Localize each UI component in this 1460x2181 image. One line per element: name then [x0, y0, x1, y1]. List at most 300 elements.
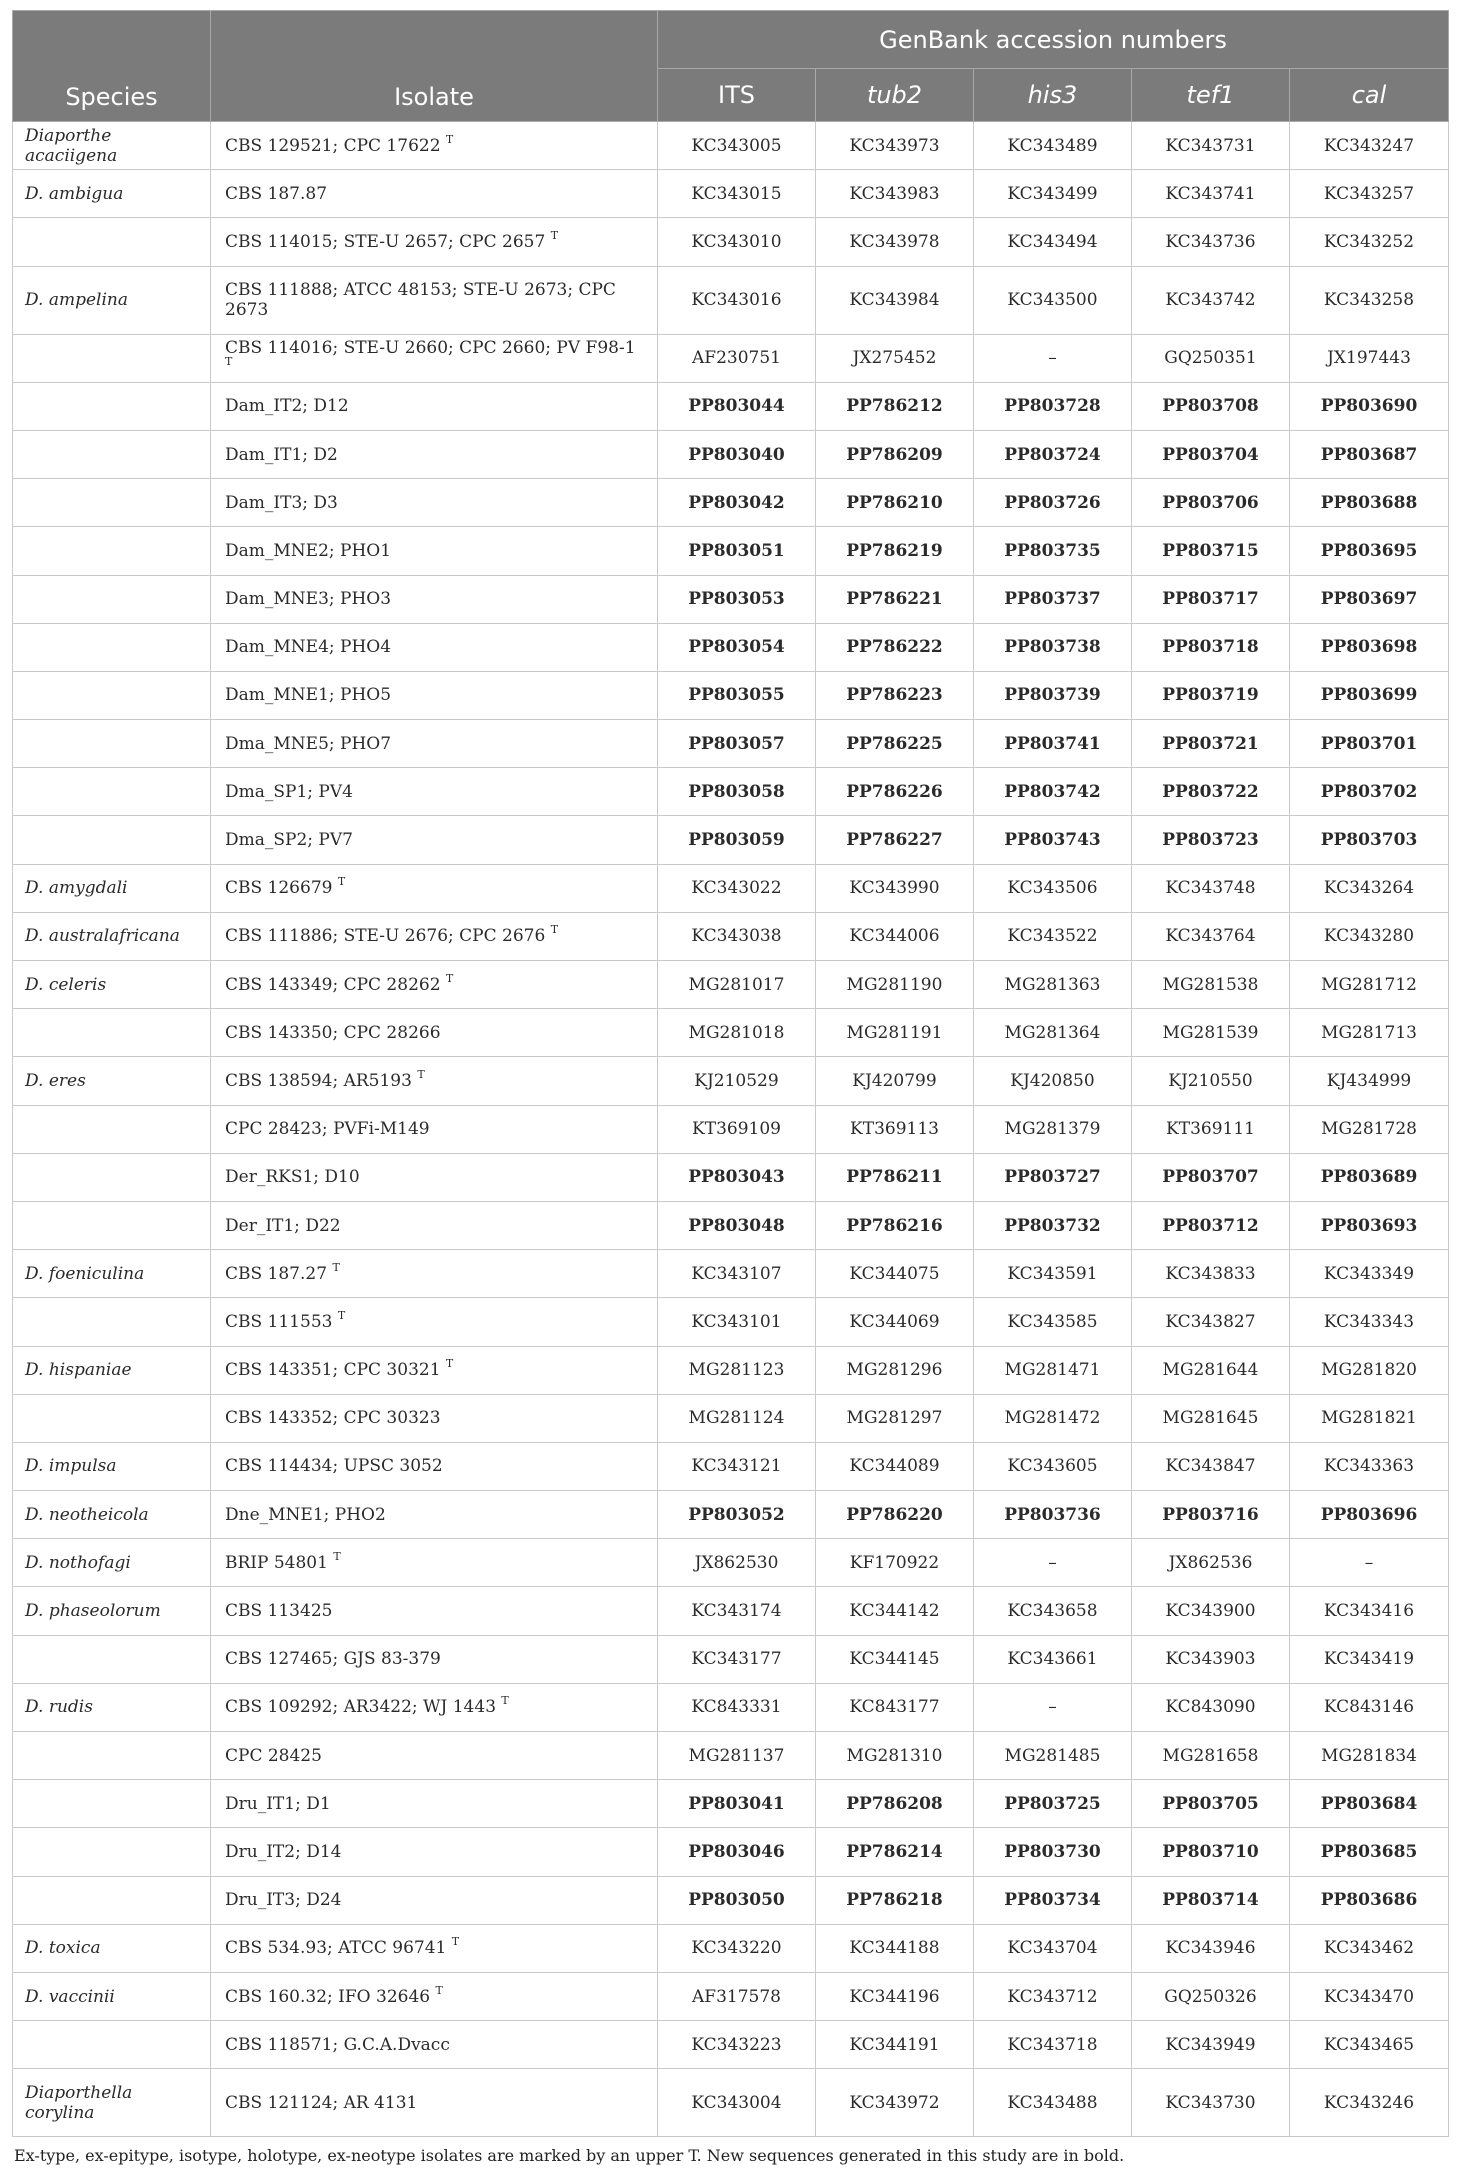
isolate-cell	[211, 1298, 658, 1346]
isolate-cell	[211, 623, 658, 671]
table-row	[13, 2069, 1449, 2137]
isolate-cell	[211, 1587, 658, 1635]
species-cell: D. ambigua	[13, 170, 211, 218]
accession-cell: KC343741	[1132, 170, 1290, 218]
isolate-cell	[211, 816, 658, 864]
accession-cell: PP803685	[1290, 1828, 1449, 1876]
table-row	[13, 218, 1449, 266]
accession-cell: PP803725	[974, 1780, 1132, 1828]
isolate-text: Dma_SP1; PV4	[225, 781, 353, 802]
table-row	[13, 816, 1449, 864]
isolate-cell	[211, 1201, 658, 1249]
accession-cell: MG281137	[658, 1732, 816, 1780]
accession-cell: KC343038	[658, 912, 816, 960]
species-cell: D. amygdali	[13, 864, 211, 912]
table-row	[13, 1683, 1449, 1731]
species-cell: Diaporthe acaciigena	[13, 122, 211, 170]
accession-cell: PP803724	[974, 430, 1132, 478]
accession-cell: MG281539	[1132, 1009, 1290, 1057]
accession-cell: PP803730	[974, 1828, 1132, 1876]
accession-table	[12, 10, 1449, 2137]
accession-cell: KC344089	[816, 1442, 974, 1490]
isolate-text: Dam_MNE2; PHO1	[225, 540, 392, 561]
species-cell	[13, 1298, 211, 1346]
table-row	[13, 1105, 1449, 1153]
accession-cell: KC344006	[816, 912, 974, 960]
isolate-text: CBS 534.93; ATCC 96741	[225, 1938, 447, 1959]
species-cell	[13, 1635, 211, 1683]
isolate-cell	[211, 912, 658, 960]
accession-cell: KF170922	[816, 1539, 974, 1587]
isolate-cell	[211, 720, 658, 768]
accession-cell: PP786227	[816, 816, 974, 864]
accession-cell: PP803054	[658, 623, 816, 671]
species-cell	[13, 671, 211, 719]
isolate-text: Dma_SP2; PV7	[225, 830, 353, 851]
accession-cell: MG281363	[974, 961, 1132, 1009]
isolate-text: Der_IT1; D22	[225, 1215, 341, 1236]
accession-cell: KC343833	[1132, 1250, 1290, 1298]
species-cell: D. ampelina	[13, 266, 211, 334]
accession-cell: KC343489	[974, 122, 1132, 170]
isolate-text: CBS 160.32; IFO 32646	[225, 1986, 431, 2007]
table-row	[13, 382, 1449, 430]
accession-cell: KJ434999	[1290, 1057, 1449, 1105]
accession-cell: KC343022	[658, 864, 816, 912]
isolate-text: CBS 111888; ATCC 48153; STE-U 2673; CPC 2673	[225, 280, 616, 321]
accession-cell: KC343900	[1132, 1587, 1290, 1635]
isolate-text: CBS 114015; STE-U 2657; CPC 2657	[225, 231, 546, 252]
species-cell: D. hispaniae	[13, 1346, 211, 1394]
isolate-cell	[211, 1924, 658, 1972]
isolate-text: Dam_MNE1; PHO5	[225, 685, 392, 706]
accession-cell: PP803697	[1290, 575, 1449, 623]
isolate-header: Isolate	[211, 11, 658, 122]
accession-cell: KC343107	[658, 1250, 816, 1298]
isolate-cell	[211, 2021, 658, 2069]
species-cell	[13, 1153, 211, 1201]
accession-cell: AF230751	[658, 334, 816, 382]
table-row	[13, 1250, 1449, 1298]
accession-cell: PP803705	[1132, 1780, 1290, 1828]
species-cell	[13, 479, 211, 527]
accession-cell: KC343419	[1290, 1635, 1449, 1683]
table-row	[13, 961, 1449, 1009]
accession-cell: MG281712	[1290, 961, 1449, 1009]
type-marker: T	[417, 1067, 425, 1081]
accession-cell: PP803057	[658, 720, 816, 768]
tef1-header: tef1	[1132, 69, 1290, 122]
accession-cell: KC343174	[658, 1587, 816, 1635]
accession-cell: KC343264	[1290, 864, 1449, 912]
isolate-cell	[211, 1828, 658, 1876]
table-row	[13, 1924, 1449, 1972]
isolate-text: CBS 114434; UPSC 3052	[225, 1456, 443, 1477]
table-row	[13, 1009, 1449, 1057]
accession-cell: –	[974, 334, 1132, 382]
accession-cell: PP803736	[974, 1491, 1132, 1539]
accession-cell: MG281713	[1290, 1009, 1449, 1057]
isolate-text: CBS 187.87	[225, 183, 328, 204]
accession-cell: PP803735	[974, 527, 1132, 575]
accession-cell: MG281821	[1290, 1394, 1449, 1442]
accession-cell: MG281296	[816, 1346, 974, 1394]
species-cell	[13, 1732, 211, 1780]
accession-cell: PP786222	[816, 623, 974, 671]
type-marker: T	[435, 1983, 443, 1997]
isolate-cell	[211, 218, 658, 266]
accession-cell: KC343718	[974, 2021, 1132, 2069]
accession-cell: KJ210550	[1132, 1057, 1290, 1105]
species-cell: D. phaseolorum	[13, 1587, 211, 1635]
table-row	[13, 864, 1449, 912]
type-marker: T	[501, 1694, 509, 1708]
accession-cell: MG281658	[1132, 1732, 1290, 1780]
accession-cell: PP803055	[658, 671, 816, 719]
accession-cell: KT369109	[658, 1105, 816, 1153]
accession-cell: KC343731	[1132, 122, 1290, 170]
table-row	[13, 122, 1449, 170]
table-row	[13, 720, 1449, 768]
accession-cell: PP803710	[1132, 1828, 1290, 1876]
table-footnote: Ex-type, ex-epitype, isotype, holotype, ex-neotype isolates are marked by an upper T. New sequences generated in this study are in bold.	[14, 2146, 1125, 2166]
accession-cell: MG281191	[816, 1009, 974, 1057]
accession-cell: PP803688	[1290, 479, 1449, 527]
accession-cell: PP803726	[974, 479, 1132, 527]
species-cell	[13, 430, 211, 478]
isolate-text: Dru_IT2; D14	[225, 1841, 342, 1862]
accession-cell: PP803722	[1132, 768, 1290, 816]
accession-cell: MG281124	[658, 1394, 816, 1442]
isolate-cell	[211, 961, 658, 1009]
isolate-cell	[211, 1732, 658, 1780]
accession-cell: KC343973	[816, 122, 974, 170]
accession-cell: MG281017	[658, 961, 816, 1009]
isolate-cell	[211, 1346, 658, 1394]
accession-cell: PP803718	[1132, 623, 1290, 671]
isolate-cell	[211, 671, 658, 719]
accession-cell: MG281644	[1132, 1346, 1290, 1394]
isolate-cell	[211, 1153, 658, 1201]
isolate-cell	[211, 122, 658, 170]
isolate-cell	[211, 266, 658, 334]
accession-cell: KC343101	[658, 1298, 816, 1346]
species-cell	[13, 768, 211, 816]
accession-cell: PP786214	[816, 1828, 974, 1876]
accession-cell: KC343500	[974, 266, 1132, 334]
table-row	[13, 430, 1449, 478]
accession-cell: –	[974, 1539, 1132, 1587]
accession-cell: KC344188	[816, 1924, 974, 1972]
isolate-cell	[211, 1539, 658, 1587]
table-container	[12, 10, 1448, 2165]
isolate-cell	[211, 1491, 658, 1539]
accession-cell: PP803053	[658, 575, 816, 623]
table-row	[13, 1780, 1449, 1828]
isolate-cell	[211, 382, 658, 430]
accession-cell: MG281538	[1132, 961, 1290, 1009]
isolate-text: CBS 127465; GJS 83-379	[225, 1649, 441, 1670]
isolate-cell	[211, 527, 658, 575]
accession-cell: PP803738	[974, 623, 1132, 671]
isolate-text: CBS 121124; AR 4131	[225, 2092, 418, 2113]
accession-cell: MG281728	[1290, 1105, 1449, 1153]
accession-cell: KC343499	[974, 170, 1132, 218]
accession-cell: KC343764	[1132, 912, 1290, 960]
accession-cell: JX197443	[1290, 334, 1449, 382]
accession-cell: PP786225	[816, 720, 974, 768]
accession-cell: PP803739	[974, 671, 1132, 719]
accession-cell: KC343257	[1290, 170, 1449, 218]
species-cell	[13, 334, 211, 382]
accession-cell: PP803042	[658, 479, 816, 527]
accession-cell: KC343742	[1132, 266, 1290, 334]
accession-cell: MG281379	[974, 1105, 1132, 1153]
accession-cell: PP786216	[816, 1201, 974, 1249]
accession-cell: PP803041	[658, 1780, 816, 1828]
accession-cell: PP803044	[658, 382, 816, 430]
species-cell: D. foeniculina	[13, 1250, 211, 1298]
accession-cell: PP803048	[658, 1201, 816, 1249]
type-marker: T	[225, 355, 233, 369]
accession-cell: KC343015	[658, 170, 816, 218]
isolate-cell	[211, 575, 658, 623]
accession-cell: KC343506	[974, 864, 1132, 912]
accession-cell: PP803703	[1290, 816, 1449, 864]
isolate-text: CBS 143352; CPC 30323	[225, 1408, 441, 1429]
species-cell	[13, 1828, 211, 1876]
accession-cell: KJ420850	[974, 1057, 1132, 1105]
accession-cell: KC343522	[974, 912, 1132, 960]
accession-cell: –	[974, 1683, 1132, 1731]
accession-cell: PP786210	[816, 479, 974, 527]
accession-cell: PP786218	[816, 1876, 974, 1924]
accession-cell: PP803043	[658, 1153, 816, 1201]
accession-cell: PP803699	[1290, 671, 1449, 719]
isolate-cell	[211, 334, 658, 382]
accession-cell: MG281364	[974, 1009, 1132, 1057]
accession-cell: KC343712	[974, 1972, 1132, 2020]
accession-cell: KC343990	[816, 864, 974, 912]
accession-cell: PP803693	[1290, 1201, 1449, 1249]
accession-cell: PP803686	[1290, 1876, 1449, 1924]
accession-cell: KC843331	[658, 1683, 816, 1731]
its-header: ITS	[658, 69, 816, 122]
isolate-text: Dam_IT2; D12	[225, 396, 349, 417]
table-row	[13, 527, 1449, 575]
accession-cell: MG281310	[816, 1732, 974, 1780]
table-body	[13, 122, 1449, 2137]
isolate-text: BRIP 54801	[225, 1552, 328, 1573]
accession-cell: PP803743	[974, 816, 1132, 864]
isolate-cell	[211, 1250, 658, 1298]
accession-cell: KC843090	[1132, 1683, 1290, 1731]
accession-cell: KC343004	[658, 2069, 816, 2137]
accession-cell: PP803040	[658, 430, 816, 478]
accession-cell: KC343016	[658, 266, 816, 334]
isolate-text: CPC 28423; PVFi-M149	[225, 1119, 430, 1140]
isolate-cell	[211, 1442, 658, 1490]
type-marker: T	[550, 923, 559, 937]
species-cell	[13, 720, 211, 768]
accession-cell: PP803737	[974, 575, 1132, 623]
isolate-text: CBS 129521; CPC 17622	[225, 135, 441, 156]
accession-cell: KC843146	[1290, 1683, 1449, 1731]
accession-cell: KC344142	[816, 1587, 974, 1635]
accession-cell: PP786209	[816, 430, 974, 478]
table-row	[13, 768, 1449, 816]
isolate-cell	[211, 1780, 658, 1828]
species-cell	[13, 623, 211, 671]
accession-cell: PP803050	[658, 1876, 816, 1924]
accession-cell: KC343220	[658, 1924, 816, 1972]
accession-cell: KC344191	[816, 2021, 974, 2069]
accession-cell: KC343736	[1132, 218, 1290, 266]
isolate-cell	[211, 1057, 658, 1105]
isolate-text: CBS 143350; CPC 28266	[225, 1022, 441, 1043]
accession-cell: MG281190	[816, 961, 974, 1009]
table-row	[13, 1539, 1449, 1587]
species-cell: D. vaccinii	[13, 1972, 211, 2020]
species-cell	[13, 1780, 211, 1828]
isolate-text: Dru_IT3; D24	[225, 1890, 342, 1911]
isolate-text: Dam_MNE4; PHO4	[225, 637, 392, 658]
table-row	[13, 1587, 1449, 1635]
accession-cell: PP803734	[974, 1876, 1132, 1924]
accession-cell: KC343280	[1290, 912, 1449, 960]
accession-cell: PP786220	[816, 1491, 974, 1539]
table-row	[13, 1153, 1449, 1201]
accession-cell: PP803690	[1290, 382, 1449, 430]
accession-cell: MG281018	[658, 1009, 816, 1057]
species-header: Species	[13, 11, 211, 122]
accession-cell: KC343972	[816, 2069, 974, 2137]
accession-cell: GQ250351	[1132, 334, 1290, 382]
accession-cell: PP803707	[1132, 1153, 1290, 1201]
isolate-cell	[211, 1972, 658, 2020]
isolate-text: CBS 113425	[225, 1601, 333, 1622]
isolate-cell	[211, 1635, 658, 1683]
species-cell: D. neotheicola	[13, 1491, 211, 1539]
table-row	[13, 1394, 1449, 1442]
isolate-text: Dam_IT3; D3	[225, 492, 338, 513]
species-cell	[13, 816, 211, 864]
table-row	[13, 170, 1449, 218]
table-row	[13, 575, 1449, 623]
accession-cell: KC343177	[658, 1635, 816, 1683]
type-marker: T	[445, 1357, 454, 1371]
accession-cell: PP803059	[658, 816, 816, 864]
table-row	[13, 912, 1449, 960]
table-row	[13, 1057, 1449, 1105]
accession-cell: KC343258	[1290, 266, 1449, 334]
table-row	[13, 2021, 1449, 2069]
species-cell: D. nothofagi	[13, 1539, 211, 1587]
species-cell	[13, 382, 211, 430]
accession-cell: PP803716	[1132, 1491, 1290, 1539]
accession-cell: PP803687	[1290, 430, 1449, 478]
isolate-text: Dam_MNE3; PHO3	[225, 589, 392, 610]
genbank-group-header: GenBank accession numbers	[658, 11, 1449, 69]
accession-cell: PP786212	[816, 382, 974, 430]
accession-cell: KC343591	[974, 1250, 1132, 1298]
table-row	[13, 1346, 1449, 1394]
accession-cell: PP803701	[1290, 720, 1449, 768]
his3-header: his3	[974, 69, 1132, 122]
isolate-cell	[211, 1683, 658, 1731]
accession-cell: PP803684	[1290, 1780, 1449, 1828]
accession-cell: PP803051	[658, 527, 816, 575]
cal-header: cal	[1290, 69, 1449, 122]
accession-cell: PP803714	[1132, 1876, 1290, 1924]
species-cell: Diaporthella corylina	[13, 2069, 211, 2137]
accession-cell: KC343748	[1132, 864, 1290, 912]
isolate-text: Dma_MNE5; PHO7	[225, 733, 392, 754]
species-cell	[13, 1201, 211, 1249]
isolate-cell	[211, 1876, 658, 1924]
accession-cell: PP803046	[658, 1828, 816, 1876]
accession-cell: KC343252	[1290, 218, 1449, 266]
accession-cell: PP786211	[816, 1153, 974, 1201]
table-row	[13, 266, 1449, 334]
isolate-cell	[211, 1009, 658, 1057]
isolate-text: CBS 143349; CPC 28262	[225, 974, 441, 995]
accession-cell: KC343010	[658, 218, 816, 266]
accession-cell: KC343585	[974, 1298, 1132, 1346]
table-row	[13, 1876, 1449, 1924]
accession-cell: KC343983	[816, 170, 974, 218]
accession-cell: PP803706	[1132, 479, 1290, 527]
species-cell	[13, 1105, 211, 1153]
isolate-text: CBS 111553	[225, 1311, 333, 1332]
accession-cell: KC343605	[974, 1442, 1132, 1490]
accession-cell: PP786221	[816, 575, 974, 623]
accession-cell: KC343470	[1290, 1972, 1449, 2020]
accession-cell: MG281834	[1290, 1732, 1449, 1780]
accession-cell: MG281471	[974, 1346, 1132, 1394]
type-marker: T	[451, 1935, 460, 1949]
accession-cell: MG281485	[974, 1732, 1132, 1780]
accession-cell: KJ420799	[816, 1057, 974, 1105]
isolate-cell	[211, 864, 658, 912]
accession-cell: PP803715	[1132, 527, 1290, 575]
accession-cell: KC343349	[1290, 1250, 1449, 1298]
table-row	[13, 1972, 1449, 2020]
isolate-text: CBS 118571; G.C.A.Dvacc	[225, 2034, 450, 2055]
accession-cell: KC343246	[1290, 2069, 1449, 2137]
accession-cell: KC343984	[816, 266, 974, 334]
accession-cell: MG281645	[1132, 1394, 1290, 1442]
table-row	[13, 671, 1449, 719]
species-cell: D. australafricana	[13, 912, 211, 960]
table-row	[13, 623, 1449, 671]
type-marker: T	[337, 1308, 346, 1322]
table-row	[13, 1491, 1449, 1539]
accession-cell: KC343658	[974, 1587, 1132, 1635]
isolate-cell	[211, 430, 658, 478]
isolate-text: CBS 187.27	[225, 1263, 328, 1284]
isolate-text: CBS 143351; CPC 30321	[225, 1360, 441, 1381]
table-row	[13, 334, 1449, 382]
accession-cell: AF317578	[658, 1972, 816, 2020]
isolate-text: CPC 28425	[225, 1745, 322, 1766]
accession-cell: KC343661	[974, 1635, 1132, 1683]
isolate-text: CBS 126679	[225, 878, 333, 899]
accession-cell: –	[1290, 1539, 1449, 1587]
accession-cell: PP803732	[974, 1201, 1132, 1249]
accession-cell: PP803721	[1132, 720, 1290, 768]
accession-cell: KC343494	[974, 218, 1132, 266]
